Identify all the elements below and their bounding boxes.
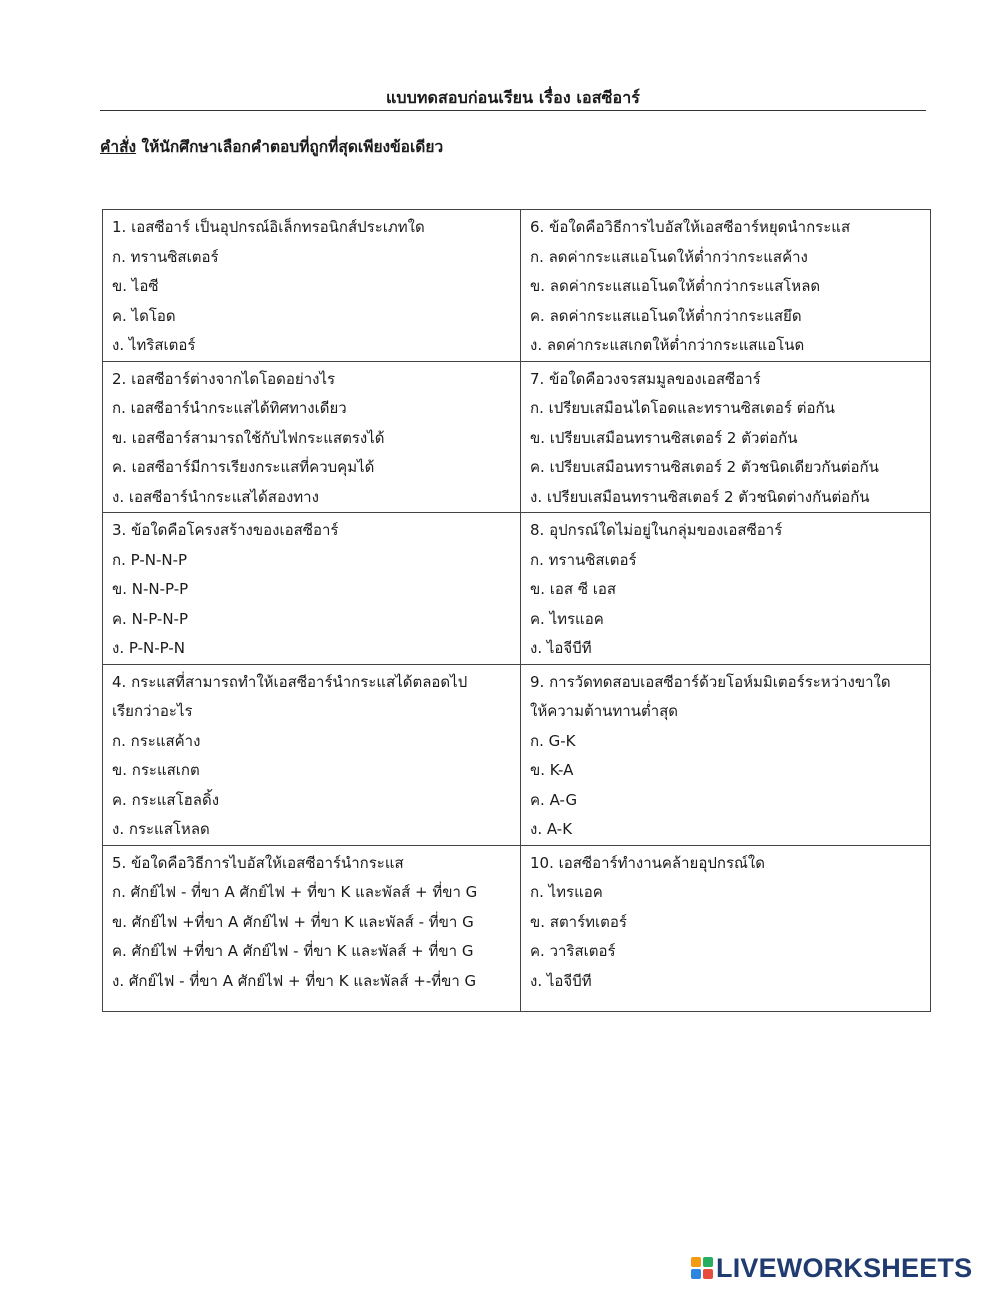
- instruction: [100, 134, 443, 159]
- question-5: [103, 845, 521, 1011]
- answer-choice[interactable]: ค. ศักย์ไฟ +ที่ขา A ศักย์ไฟ - ที่ขา K และพัลส์ + ที่ขา G: [112, 942, 474, 960]
- instruction-label: คำสั่ง: [100, 138, 137, 156]
- question-7: [521, 361, 931, 513]
- answer-choice[interactable]: ข. ไอซี: [112, 277, 159, 295]
- question-9: [521, 664, 931, 845]
- question-text: 4. กระแสที่สามารถทำให้เอสซีอาร์นำกระแสได้ตลอดไป: [112, 672, 468, 691]
- quiz-row: [103, 513, 931, 665]
- logo-square-4: [703, 1269, 713, 1279]
- question-3: [103, 513, 521, 665]
- answer-choice[interactable]: ก. ศักย์ไฟ - ที่ขา A ศักย์ไฟ + ที่ขา K และพัลส์ + ที่ขา G: [112, 883, 478, 901]
- answer-choice[interactable]: ง. P-N-P-N: [112, 639, 185, 657]
- liveworksheets-logo-icon: [691, 1257, 713, 1279]
- answer-choice[interactable]: ค. กระแสโฮลดิ้ง: [112, 790, 220, 809]
- question-text: 6. ข้อใดคือวิธีการไบอัสให้เอสซีอาร์หยุดนำกระแส: [530, 218, 851, 236]
- answer-choice[interactable]: ค. ไทรแอค: [530, 609, 604, 628]
- answer-choice[interactable]: ค. วาริสเตอร์: [530, 942, 616, 960]
- answer-choice[interactable]: ค. N-P-N-P: [112, 609, 189, 628]
- answer-choice[interactable]: ง. ศักย์ไฟ - ที่ขา A ศักย์ไฟ + ที่ขา K และพัลส์ +-ที่ขา G: [112, 971, 477, 990]
- question-8: [521, 513, 931, 665]
- answer-choice[interactable]: ก. เอสซีอาร์นำกระแสได้ทิศทางเดียว: [112, 399, 347, 417]
- answer-choice[interactable]: ค. ไดโอด: [112, 306, 176, 325]
- question-text: ให้ความต้านทานต่ำสุด: [530, 702, 679, 720]
- answer-choice[interactable]: ข. สตาร์ทเตอร์: [530, 912, 627, 931]
- instruction-text: ให้นักศึกษาเลือกคำตอบที่ถูกที่สุดเพียงข้อเดียว: [136, 138, 444, 156]
- quiz-row: [103, 361, 931, 513]
- brand-name: LIVEWORKSHEETS: [716, 1252, 973, 1283]
- question-10: [521, 845, 931, 1011]
- logo-square-3: [691, 1269, 701, 1279]
- quiz-row: [103, 210, 931, 362]
- answer-choice[interactable]: ค. A-G: [530, 790, 578, 809]
- question-text: 5. ข้อใดคือวิธีการไบอัสให้เอสซีอาร์นำกระแส: [112, 853, 404, 872]
- title-divider: [100, 110, 926, 111]
- question-text: 7. ข้อใดคือวงจรสมมูลของเอสซีอาร์: [530, 369, 761, 388]
- question-text: เรียกว่าอะไร: [112, 702, 193, 720]
- answer-choice[interactable]: ข. N-N-P-P: [112, 580, 189, 598]
- answer-choice[interactable]: ข. ลดค่ากระแสแอโนดให้ต่ำกว่ากระแสโหลด: [530, 277, 821, 295]
- answer-choice[interactable]: ง. ลดค่ากระแสเกตให้ต่ำกว่ากระแสแอโนด: [530, 336, 805, 354]
- answer-choice[interactable]: ง. ไอจีบีที: [530, 639, 592, 657]
- answer-choice[interactable]: ก. ทรานซิสเตอร์: [112, 247, 219, 266]
- answer-choice[interactable]: ก. G-K: [530, 731, 576, 750]
- logo-square-1: [691, 1257, 701, 1267]
- answer-choice[interactable]: ง. A-K: [530, 820, 573, 838]
- question-text: 9. การวัดทดสอบเอสซีอาร์ด้วยโอห์มมิเตอร์ระหว่างขาใด: [530, 672, 891, 691]
- question-text: 2. เอสซีอาร์ต่างจากไดโอดอย่างไร: [112, 369, 336, 388]
- question-1: [103, 210, 521, 362]
- answer-choice[interactable]: ค. ลดค่ากระแสแอโนดให้ต่ำกว่ากระแสยึด: [530, 306, 802, 325]
- question-text: 10. เอสซีอาร์ทำงานคล้ายอุปกรณ์ใด: [530, 853, 765, 872]
- liveworksheets-brand: [691, 1253, 972, 1283]
- answer-choice[interactable]: ง. ไทริสเตอร์: [112, 336, 196, 354]
- answer-choice[interactable]: ง. เปรียบเสมือนทรานซิสเตอร์ 2 ตัวชนิดต่างกันต่อกัน: [530, 487, 870, 506]
- question-2: [103, 361, 521, 513]
- answer-choice[interactable]: ก. กระแสค้าง: [112, 731, 201, 750]
- answer-choice[interactable]: ก. P-N-N-P: [112, 550, 188, 569]
- quiz-row: [103, 664, 931, 845]
- question-text: 8. อุปกรณ์ใดไม่อยู่ในกลุ่มของเอสซีอาร์: [530, 521, 783, 539]
- answer-choice[interactable]: ก. ทรานซิสเตอร์: [530, 550, 637, 569]
- question-text: 1. เอสซีอาร์ เป็นอุปกรณ์อิเล็กทรอนิกส์ประเภทใด: [112, 218, 425, 236]
- answer-choice[interactable]: ข. เอส ซี เอส: [530, 580, 617, 598]
- answer-choice[interactable]: ก. ไทรแอค: [530, 883, 603, 901]
- question-text: 3. ข้อใดคือโครงสร้างของเอสซีอาร์: [112, 521, 339, 539]
- question-4: [103, 664, 521, 845]
- logo-square-2: [703, 1257, 713, 1267]
- quiz-row: [103, 845, 931, 1011]
- page-title: แบบทดสอบก่อนเรียน เรื่อง เอสซีอาร์: [385, 88, 641, 107]
- answer-choice[interactable]: ง. กระแสโหลด: [112, 820, 210, 838]
- quiz-table: [102, 209, 931, 1012]
- answer-choice[interactable]: ข. เปรียบเสมือนทรานซิสเตอร์ 2 ตัวต่อกัน: [530, 428, 798, 447]
- answer-choice[interactable]: ก. ลดค่ากระแสแอโนดให้ต่ำกว่ากระแสค้าง: [530, 247, 808, 266]
- answer-choice[interactable]: ข. เอสซีอาร์สามารถใช้กับไฟกระแสตรงได้: [112, 428, 385, 447]
- answer-choice[interactable]: ง. เอสซีอาร์นำกระแสได้สองทาง: [112, 487, 319, 506]
- answer-choice[interactable]: ง. ไอจีบีที: [530, 971, 592, 990]
- answer-choice[interactable]: ข. กระแสเกต: [112, 761, 200, 779]
- answer-choice[interactable]: ข. K-A: [530, 761, 574, 779]
- answer-choice[interactable]: ค. เอสซีอาร์มีการเรียงกระแสที่ควบคุมได้: [112, 458, 375, 476]
- answer-choice[interactable]: ก. เปรียบเสมือนไดโอดและทรานซิสเตอร์ ต่อกัน: [530, 399, 835, 417]
- question-6: [521, 210, 931, 362]
- answer-choice[interactable]: ข. ศักย์ไฟ +ที่ขา A ศักย์ไฟ + ที่ขา K และพัลส์ - ที่ขา G: [112, 912, 474, 931]
- answer-choice[interactable]: ค. เปรียบเสมือนทรานซิสเตอร์ 2 ตัวชนิดเดียวกันต่อกัน: [530, 458, 879, 476]
